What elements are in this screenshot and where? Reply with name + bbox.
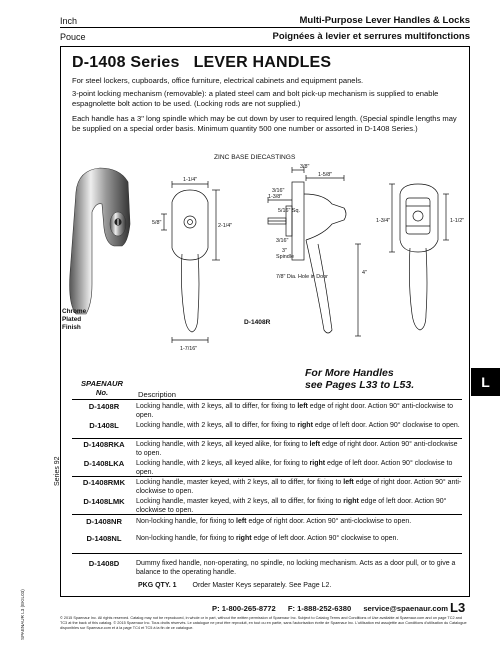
brand-column-header	[72, 379, 132, 397]
part-description: Locking handle, with 2 keys, all keyed alike, for fixing to left edge of right door. Action 90° anti-clockwise to open.	[136, 441, 458, 457]
dim-c: 5/8"	[152, 220, 162, 226]
dim-k: 3"	[282, 248, 287, 254]
part-description: Locking handle, with 2 keys, all to differ, for fixing to right edge of left door. Action 90° clockwise to open.	[136, 422, 460, 430]
table-row	[72, 441, 462, 458]
catalog-section-title-en: Multi-Purpose Lever Handles & Locks	[299, 15, 470, 26]
part-description: Dummy fixed handle, non-operating, no spindle, no locking mechanism. Acts as a door pull, or to give a balance to the operating handle.	[136, 560, 456, 576]
product-title	[72, 54, 331, 72]
back-view-drawing	[389, 184, 449, 330]
part-number: D-1408RKA	[83, 440, 125, 449]
no-label: No.	[95, 388, 109, 397]
fax-number: F: 1-888-252-6380	[287, 604, 352, 613]
dim-o: 1-3/4"	[376, 218, 391, 224]
mechanism-paragraph: 3-point locking mechanism (removable): a plated steel cam and bolt pick-up mechanism is supplied to enable espagnolette bolt action to be used. (Locking rods are not supplied.)	[72, 89, 439, 108]
front-view-drawing	[161, 181, 220, 343]
dim-f: 3/16"	[272, 188, 285, 194]
finish-label-3: Finish	[62, 324, 81, 331]
part-number: D-1408LMK	[83, 497, 125, 507]
table-group	[72, 403, 462, 431]
side-print-code: SPAENAUR L3 (EKIL03)	[20, 589, 25, 640]
dim-l: Spindle	[276, 254, 294, 260]
group-divider	[72, 476, 462, 477]
table-group	[72, 441, 462, 477]
unit-label-en: Inch	[60, 16, 78, 26]
product-name: LEVER HANDLES	[193, 54, 332, 71]
dim-i: 1-5/8"	[318, 172, 333, 178]
product-series: D-1408 Series	[72, 54, 180, 71]
part-description: Non-locking handle, for fixing to left edge of right door. Action 90° anti-clockwise to open.	[136, 518, 412, 525]
unit-label-fr: Pouce	[60, 32, 86, 42]
dim-b: 2-1/4"	[218, 223, 233, 229]
order-note: Order Master Keys separately. See Page L2.	[192, 582, 332, 589]
table-row	[72, 498, 462, 515]
finish-label-2: Plated	[62, 316, 82, 323]
more-handles-note	[305, 367, 414, 391]
dim-a: 1-1/4"	[183, 177, 198, 183]
part-description: Locking handle, master keyed, with 2 keys, all to differ, for fixing to right edge of left door. Action 90° clockwise to open.	[136, 498, 447, 514]
group-divider	[72, 514, 462, 515]
table-group	[72, 518, 462, 543]
figure-part-label: D-1408R	[244, 319, 271, 326]
page-number: L3	[450, 600, 466, 615]
part-number: D-1408R	[88, 402, 120, 411]
dim-n: 4"	[362, 270, 367, 276]
spindle-paragraph: Each handle has a 3" long spindle which may be cut down by user to required length. (Special spindle lengths may be supplied on a special order basis. Minimum quantity 500 one number or assorted in D-1408 Series.)	[72, 114, 457, 133]
product-illustration	[62, 164, 468, 360]
chrome-handle-photo	[70, 168, 130, 314]
table-top-rule	[72, 399, 462, 400]
dim-h: 1-3/8"	[268, 194, 283, 200]
dim-e: 3/8"	[300, 164, 310, 170]
group-divider	[72, 438, 462, 439]
table-row	[72, 535, 462, 544]
technical-drawing	[62, 164, 468, 360]
part-description: Locking handle, master keyed, with 2 keys, all to differ, for fixing to left edge of right door. Action 90° anti-clockwise to open.	[136, 479, 462, 495]
part-description: Locking handle, with 2 keys, all to differ, for fixing to left edge of right door. Action 90° anti-clockwise to open.	[136, 403, 454, 419]
header-row-en	[60, 13, 470, 26]
more-handles-line1: For More Handles	[305, 367, 394, 379]
table-group	[72, 560, 462, 577]
dim-d: 1-7/16"	[180, 346, 198, 352]
description-column-header: Description	[138, 390, 176, 399]
dim-p: 1-1/2"	[450, 218, 465, 224]
part-number: D-1408NL	[86, 533, 122, 543]
table-row	[72, 518, 462, 527]
header-divider	[60, 27, 470, 28]
part-number: D-1408NR	[86, 517, 122, 526]
part-description: Locking handle, with 2 keys, all keyed alike, for fixing to right edge of left door. Action 90° clockwise to open.	[136, 460, 453, 476]
part-number: D-1408D	[88, 559, 120, 568]
table-row	[72, 460, 462, 477]
group-divider	[72, 553, 462, 554]
part-description: Non-locking handle, for fixing to right edge of left door. Action 90° clockwise to open.	[136, 534, 399, 542]
section-tab-l[interactable]: L	[471, 368, 500, 396]
table-row	[72, 560, 462, 577]
part-number: D-1408LKA	[83, 459, 125, 469]
part-number: D-1408RMK	[82, 478, 126, 487]
brand-name: SPAENAUR	[80, 379, 124, 388]
part-number: D-1408L	[89, 421, 119, 431]
figure-caption: ZINC BASE DIECASTINGS	[214, 154, 296, 161]
package-quantity: PKG QTY. 1	[138, 582, 177, 589]
phone-number: P: 1-800-265-8772	[212, 604, 276, 613]
intro-paragraph: For steel lockers, cupboards, office furniture, electrical cabinets and equipment panels.	[72, 76, 364, 85]
header-row-fr	[60, 29, 470, 42]
table-row	[72, 422, 462, 431]
table-group	[72, 479, 462, 515]
email-link[interactable]: service@spaenaur.com	[363, 604, 448, 613]
package-quantity-note	[138, 582, 331, 589]
catalog-section-title-fr: Poignées à levier et serrures multifonctions	[272, 31, 470, 42]
finish-label-1: Chrome	[62, 308, 87, 315]
contact-footer	[212, 604, 458, 613]
dim-j: 3/16"	[276, 238, 289, 244]
copyright-fine-print: © 2015 Spaenaur Inc. All rights reserved. Catalog may not be reproduced, in whole or in part, without the written permission of Spaenaur Inc. Subject to Catalog Terms and Conditions of Use available at Spaenaur.com and on page TC2 and TC3 at the back of this catalog. © 2015 Spaenaur Inc. Tous droits réservés. Le catalogue ne peut être reproduit, en tout ou en partie, sans l'autorisation écrite de Spaenaur Inc. L'utilisation est assujettie aux Conditions d'utilisation du Catalogue disponibles sur Spaenaur.com et à la page TC4 et TC5 à la fin de ce catalogue.	[60, 616, 467, 630]
table-row	[72, 403, 462, 420]
series-label: Series 92	[54, 456, 61, 486]
more-handles-line2: see Pages L33 to L53.	[305, 379, 415, 391]
dim-g: 5/16" Sq.	[278, 208, 300, 214]
table-row	[72, 479, 462, 496]
dim-m: 7/8" Dia. Hole in Door	[276, 274, 328, 280]
